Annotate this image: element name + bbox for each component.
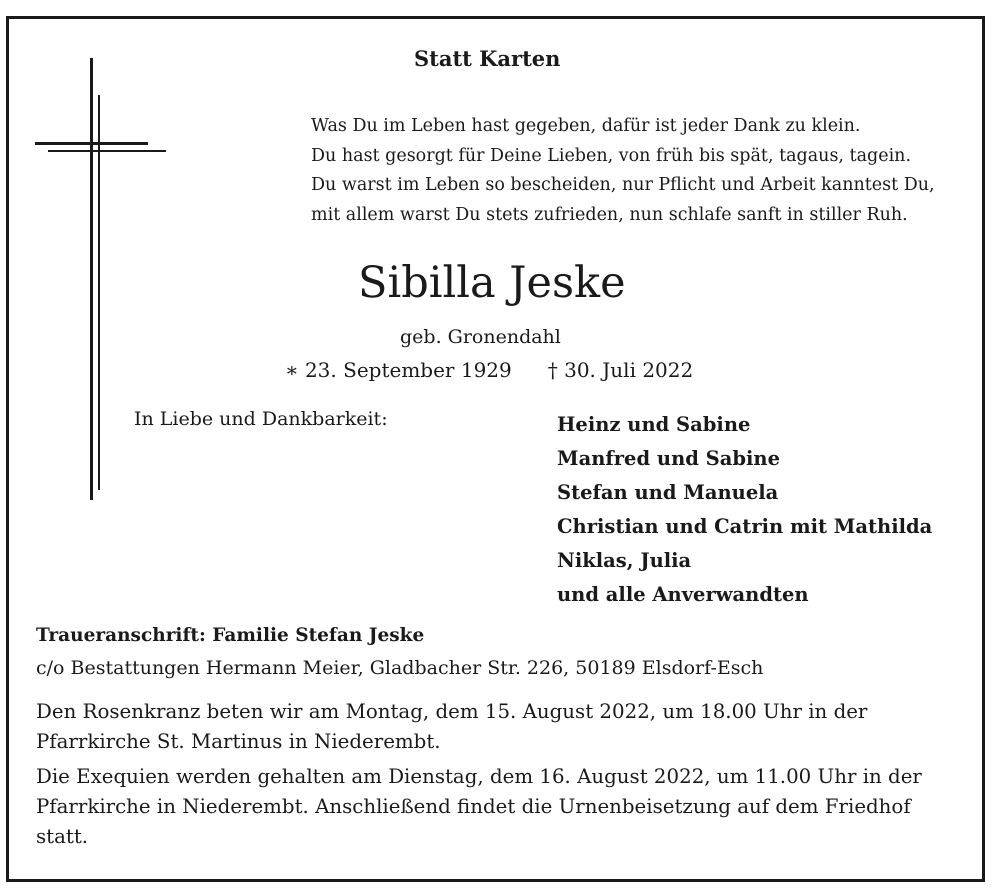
address-title: Traueranschrift: Familie Stefan Jeske	[36, 625, 425, 646]
family-list	[557, 408, 932, 612]
died-date: 30. Juli 2022	[564, 358, 694, 382]
address: c/o Bestattungen Hermann Meier, Gladbacher Str. 226, 50189 Elsdorf-Esch	[36, 657, 764, 679]
family-member: Christian und Catrin mit Mathilda	[557, 515, 933, 538]
deceased-name: Sibilla Jeske	[358, 258, 626, 308]
poem-line: mit allem warst Du stets zufrieden, nun schlafe sanft in stiller Ruh.	[311, 204, 908, 225]
family-member: Stefan und Manuela	[557, 481, 779, 504]
heading: Statt Karten	[414, 46, 561, 71]
birth-name: geb. Gronendahl	[400, 326, 561, 348]
poem-line: Was Du im Leben hast gegeben, dafür ist jeder Dank zu klein.	[311, 116, 861, 136]
family-member: Heinz und Sabine	[557, 413, 751, 436]
exequies-paragraph: Die Exequien werden gehalten am Dienstag, dem 16. August 2022, um 11.00 Uhr in der Pfarrkirche in Niederembt. Anschließend findet die Urnenbeisetzung auf dem Friedhof statt.	[36, 765, 922, 848]
died-symbol-icon: †	[547, 358, 558, 382]
poem-line: Du hast gesorgt für Deine Lieben, von früh bis spät, tagaus, tagein.	[311, 145, 912, 166]
thanks-label: In Liebe und Dankbarkeit:	[134, 408, 388, 430]
poem-line: Du warst im Leben so bescheiden, nur Pflicht und Arbeit kanntest Du,	[311, 175, 935, 195]
family-member: Manfred und Sabine	[557, 447, 781, 470]
born-symbol-icon: ∗	[285, 358, 299, 382]
life-dates	[285, 358, 693, 382]
rosary-paragraph: Den Rosenkranz beten wir am Montag, dem 15. August 2022, um 18.00 Uhr in der Pfarrkirche St. Martinus in Niederembt.	[36, 700, 868, 753]
family-member: und alle Anverwandten	[557, 583, 809, 606]
poem	[311, 112, 935, 230]
born-date: 23. September 1929	[304, 358, 512, 382]
family-member: Niklas, Julia	[557, 549, 692, 572]
